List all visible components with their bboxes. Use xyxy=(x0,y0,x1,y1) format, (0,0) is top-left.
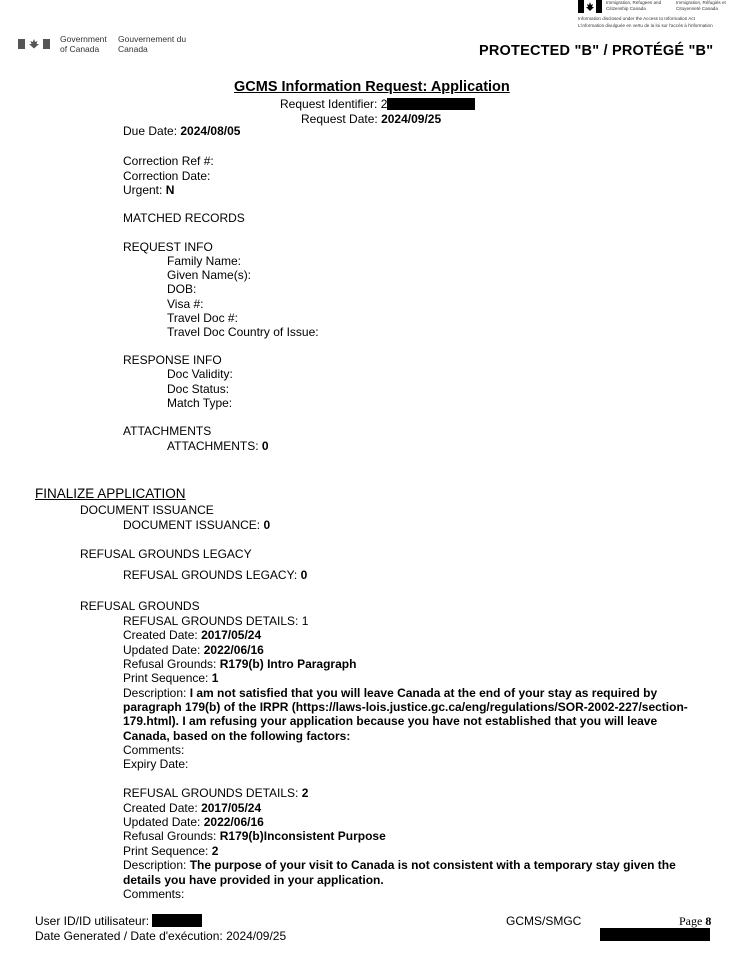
footer-date-generated-label: Date Generated / Date d'exécution: xyxy=(35,929,223,943)
refusal-1-comments: Comments: xyxy=(123,743,185,757)
refusal-grounds-label: Refusal Grounds: xyxy=(123,657,217,671)
request-identifier xyxy=(280,97,475,112)
refusal-2-sequence xyxy=(123,844,218,859)
stamp-notice-fr: L'information divulguée en vertu de la loi sur l'accès à l'information xyxy=(578,22,713,28)
updated-date-value: 2022/06/16 xyxy=(203,815,264,829)
travel-doc-number: Travel Doc #: xyxy=(167,311,238,325)
document-issuance-count xyxy=(123,518,270,533)
refusal-details-label: REFUSAL GROUNDS DETAILS: xyxy=(123,614,299,628)
updated-date-label: Updated Date: xyxy=(123,643,201,657)
refusal-1-expiry: Expiry Date: xyxy=(123,757,189,771)
due-date-label: Due Date: xyxy=(123,124,178,138)
request-identifier-prefix: 2 xyxy=(380,97,388,111)
canada-flag-icon xyxy=(578,0,602,13)
attachments-value: 0 xyxy=(261,439,269,453)
urgent xyxy=(123,183,174,198)
footer-user-id-label: User ID/ID utilisateur: xyxy=(35,914,150,928)
attachments-count xyxy=(167,439,269,454)
refusal-grounds-legacy-heading: REFUSAL GROUNDS LEGACY xyxy=(80,547,252,561)
refusal-1-description-line-4: Canada, based on the following factors: xyxy=(123,729,351,743)
redaction-block xyxy=(600,928,710,941)
updated-date-label: Updated Date: xyxy=(123,815,201,829)
refusal-2-grounds xyxy=(123,829,386,844)
visa-number: Visa #: xyxy=(167,297,204,311)
print-sequence-value: 2 xyxy=(211,844,219,858)
document-issuance-heading: DOCUMENT ISSUANCE xyxy=(80,503,214,517)
redaction-block xyxy=(387,98,475,110)
stamp-notice-en: Information disclosed under the Access to Information Act xyxy=(578,16,695,21)
correction-ref: Correction Ref #: xyxy=(123,154,214,168)
due-date xyxy=(123,124,240,139)
request-info-heading: REQUEST INFO xyxy=(123,240,213,254)
footer-page-number xyxy=(679,914,711,929)
attachments-label: ATTACHMENTS: xyxy=(167,439,259,453)
refusal-1-updated xyxy=(123,643,264,658)
matched-records-heading: MATCHED RECORDS xyxy=(123,211,245,225)
stamp-department-fr: Immigration, Réfugiés et Citoyenneté Canada xyxy=(676,0,726,11)
request-date xyxy=(301,112,441,127)
footer-date-generated xyxy=(35,929,286,944)
updated-date-value: 2022/06/16 xyxy=(203,643,264,657)
description-label: Description: xyxy=(123,686,187,700)
footer-date-generated-value: 2024/09/25 xyxy=(226,929,287,943)
classification-banner: PROTECTED "B" / PROTÉGÉ "B" xyxy=(479,43,714,59)
footer-page-value: 8 xyxy=(705,914,712,928)
due-date-value: 2024/08/05 xyxy=(180,124,241,138)
match-type: Match Type: xyxy=(167,396,233,410)
refusal-1-description-line-2: paragraph 179(b) of the IRPR (https://laws-lois.justice.gc.ca/eng/regulations/SOR-2002-227/section- xyxy=(123,700,688,714)
document-issuance-label: DOCUMENT ISSUANCE: xyxy=(123,518,261,532)
footer-page-label: Page xyxy=(679,914,703,928)
created-date-label: Created Date: xyxy=(123,628,198,642)
refusal-grounds-legacy-label: REFUSAL GROUNDS LEGACY: xyxy=(123,568,298,582)
refusal-2-created xyxy=(123,801,261,816)
urgent-value: N xyxy=(165,183,175,197)
refusal-grounds-heading: REFUSAL GROUNDS xyxy=(80,599,200,613)
urgent-label: Urgent: xyxy=(123,183,163,197)
refusal-details-2 xyxy=(123,786,308,801)
attachments-heading: ATTACHMENTS xyxy=(123,424,212,438)
footer-user-id xyxy=(35,914,202,929)
created-date-value: 2017/05/24 xyxy=(201,801,262,815)
document-issuance-value: 0 xyxy=(263,518,271,532)
refusal-details-value: 2 xyxy=(301,786,309,800)
created-date-label: Created Date: xyxy=(123,801,198,815)
gov-wordmark-fr: Gouvernement du Canada xyxy=(118,34,187,54)
travel-doc-country: Travel Doc Country of Issue: xyxy=(167,325,319,339)
request-identifier-label: Request Identifier: xyxy=(280,97,378,111)
stamp-department-en: Immigration, Refugees and Citizenship Canada xyxy=(606,0,662,11)
refusal-details-label: REFUSAL GROUNDS DETAILS: xyxy=(123,786,299,800)
refusal-grounds-value: R179(b)Inconsistent Purpose xyxy=(219,829,386,843)
refusal-grounds-value: R179(b) Intro Paragraph xyxy=(219,657,357,671)
created-date-value: 2017/05/24 xyxy=(201,628,262,642)
refusal-details-1 xyxy=(123,614,308,629)
refusal-2-description-line-2: details you have provided in your application. xyxy=(123,873,384,887)
print-sequence-label: Print Sequence: xyxy=(123,671,209,685)
doc-validity: Doc Validity: xyxy=(167,367,233,381)
print-sequence-value: 1 xyxy=(211,671,219,685)
refusal-details-value: 1 xyxy=(301,614,309,628)
refusal-2-updated xyxy=(123,815,264,830)
refusal-grounds-legacy-value: 0 xyxy=(300,568,308,582)
correction-date: Correction Date: xyxy=(123,169,211,183)
given-names: Given Name(s): xyxy=(167,268,252,282)
refusal-2-comments: Comments: xyxy=(123,887,185,901)
redaction-block xyxy=(152,914,202,927)
refusal-1-description-line-1 xyxy=(123,686,657,701)
response-info-heading: RESPONSE INFO xyxy=(123,353,222,367)
gov-wordmark-en: Government of Canada xyxy=(60,34,107,54)
refusal-grounds-label: Refusal Grounds: xyxy=(123,829,217,843)
family-name: Family Name: xyxy=(167,254,242,268)
doc-status: Doc Status: xyxy=(167,382,230,396)
atip-stamp xyxy=(576,0,744,33)
footer-system-name: GCMS/SMGC xyxy=(506,914,582,928)
refusal-1-description-line-3: 179.html). I am refusing your application because you have not established that you will leave xyxy=(123,714,658,728)
finalize-application-heading: FINALIZE APPLICATION xyxy=(35,486,186,501)
refusal-1-sequence xyxy=(123,671,218,686)
refusal-1-created xyxy=(123,628,261,643)
request-date-label: Request Date: xyxy=(301,112,378,126)
description-text: I am not satisfied that you will leave Canada at the end of your stay as required by xyxy=(189,686,658,700)
description-text: The purpose of your visit to Canada is not consistent with a temporary stay given the xyxy=(189,858,676,872)
request-date-value: 2024/09/25 xyxy=(381,112,442,126)
refusal-1-grounds xyxy=(123,657,356,672)
description-label: Description: xyxy=(123,858,187,872)
print-sequence-label: Print Sequence: xyxy=(123,844,209,858)
refusal-grounds-legacy-count xyxy=(123,568,307,583)
dob: DOB: xyxy=(167,282,197,296)
refusal-2-description-line-1 xyxy=(123,858,676,873)
page-title: GCMS Information Request: Application xyxy=(234,79,510,95)
canada-flag-icon xyxy=(18,38,50,50)
